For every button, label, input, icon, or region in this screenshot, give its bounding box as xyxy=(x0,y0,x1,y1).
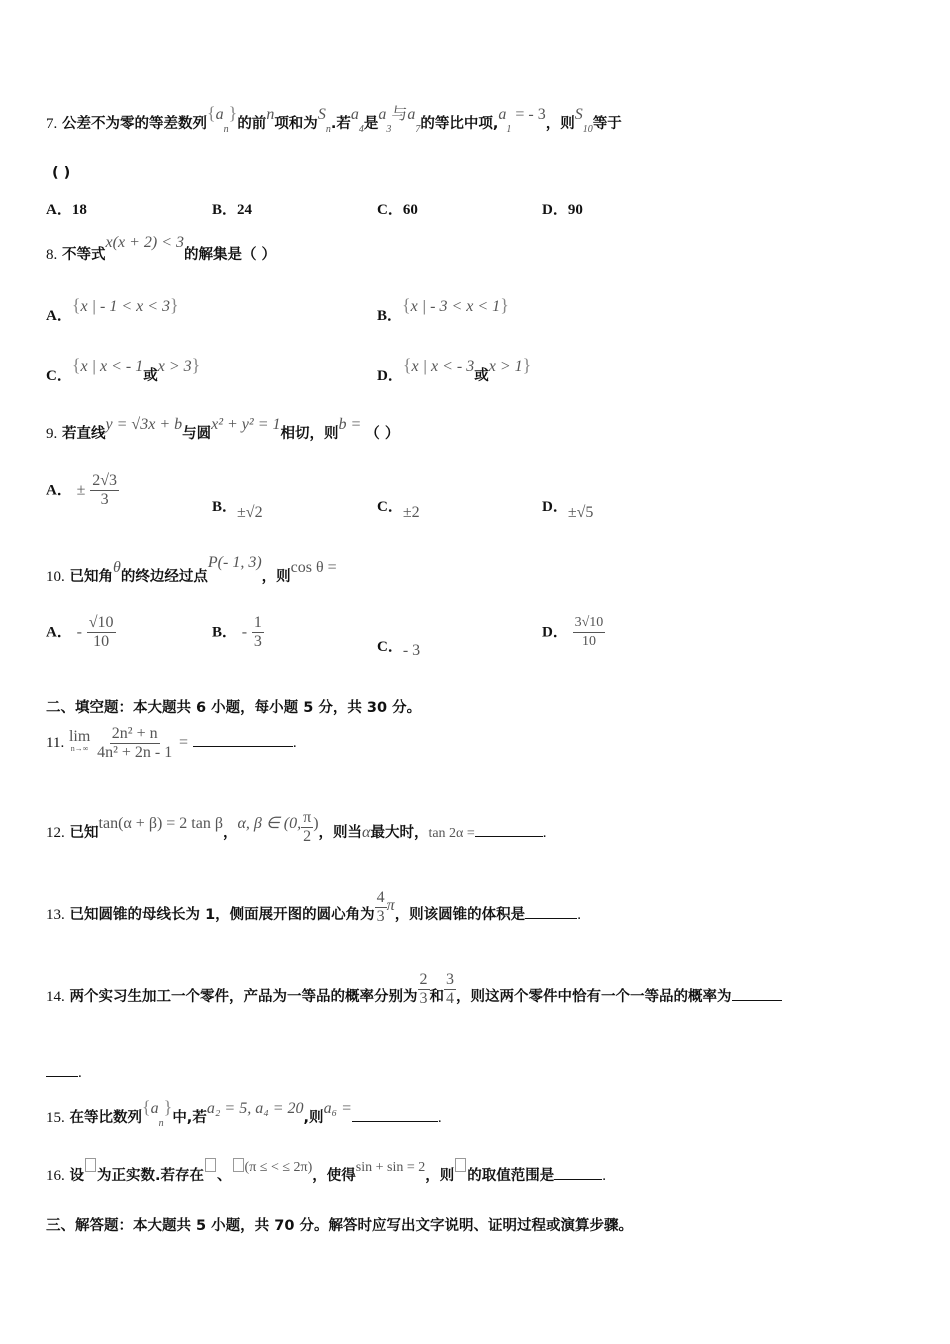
fraction: $\frac{\text{2n² + n}}{\text{4n² + 2n - 1}}$ xyxy=(97,724,173,761)
fraction: $\frac{3√10}{10}$ xyxy=(574,615,604,649)
fraction: $\frac{2}{3}$ xyxy=(419,970,428,1007)
question-9: 9. 若直线y = √3x + b与圆x² + y² = 1相切，则b = （ ） xyxy=(46,416,400,442)
answer-blank[interactable] xyxy=(475,822,543,837)
option-a: A． ± $\frac{2√3}{3}$ xyxy=(46,472,117,508)
option-b: B．24 xyxy=(212,202,253,218)
fraction: $\frac{4}{3}$ xyxy=(376,888,385,925)
fraction: $\frac{\pi}{2}$ xyxy=(303,808,312,845)
question-number: 16. xyxy=(46,1168,65,1184)
question-number: 9. xyxy=(46,426,58,442)
fraction: $\frac{1}{3}$ xyxy=(253,614,262,650)
answer-blank[interactable] xyxy=(46,1062,78,1077)
option-a: A．18 xyxy=(46,202,87,218)
option-b: B．±√2 xyxy=(212,499,263,521)
question-number: 8. xyxy=(46,247,58,263)
answer-blank[interactable] xyxy=(193,732,293,747)
question-12: 12. 已知tan(α + β) = 2 tan β，α, β ∈ (0, $\frac{\pi}{2}$ )，则当α最大时，tan 2α = . xyxy=(46,808,547,845)
missing-symbol xyxy=(455,1158,466,1172)
section-heading-answers: 三、解答题：本大题共 5 小题，共 70 分。解答时应写出文字说明、证明过程或演算步骤。 xyxy=(46,1218,633,1234)
question-15: 15. 在等比数列$\{a_n\}$中,若a₂ = 5, a₄ = 20,则a₆ =. xyxy=(46,1097,442,1129)
fraction: $\frac{2√3}{3}$ xyxy=(92,472,117,508)
option-d: D．±√5 xyxy=(542,499,594,521)
option-d: D． $\frac{3√10}{10}$ xyxy=(542,615,604,649)
question-13: 13. 已知圆锥的母线长为 1，侧面展开图的圆心角为 $\frac{4}{3}$ π，则该圆锥的体积是 . xyxy=(46,888,581,925)
option-c: C．{x | x < - 1或x > 3} xyxy=(46,355,201,384)
missing-symbol xyxy=(233,1158,244,1172)
section-heading-fill-in: 二、填空题：本大题共 6 小题，每小题 5 分，共 30 分。 xyxy=(46,700,422,716)
question-number: 13. xyxy=(46,907,65,923)
fraction: $\frac{3}{4}$ xyxy=(446,970,455,1007)
question-number: 7. xyxy=(46,116,58,132)
question-number: 12. xyxy=(46,825,65,841)
question-14: 14. 两个实习生加工一个零件，产品为一等品的概率分别为 $\frac{2}{3}$ 和 $\frac{3}{4}$ ，则这两个零件中恰有一个一等品的概率为 xyxy=(46,972,782,1021)
answer-blank[interactable] xyxy=(352,1107,438,1122)
question-7: 7. 公差不为零的等差数列$\{a_n\}$的前n项和为$S_n$.若$a_4$是$a_3$与$a_7$的等比中项$,a_1$ = - 3，则$S_{10}$等于 xyxy=(46,103,622,135)
option-d: D．90 xyxy=(542,202,583,218)
answer-paren: ( ) xyxy=(52,165,71,181)
question-number: 15. xyxy=(46,1110,65,1126)
question-8: 8. 不等式x(x + 2) < 3的解集是（ ） xyxy=(46,234,277,263)
question-14-continuation: . xyxy=(46,1062,82,1083)
question-11: 11. lim n→∞ $\frac{\text{2n² + n}}{\text{4n² + 2n - 1}}$ = . xyxy=(46,724,297,761)
question-10: 10. 已知角θ的终边经过点P(- 1, 3)，则cos θ = xyxy=(46,554,337,585)
question-16: 16. 设 为正实数.若存在 、(π ≤ < ≤ 2π)，使得sin + sin = 2，则 的取值范围是 . xyxy=(46,1160,606,1184)
fraction: $\frac{√10}{10}$ xyxy=(88,614,114,650)
question-number: 11. xyxy=(46,735,65,751)
option-b: B． - $\frac{1}{3}$ xyxy=(212,614,262,650)
missing-symbol xyxy=(205,1158,216,1172)
answer-blank[interactable] xyxy=(554,1165,602,1180)
answer-blank[interactable] xyxy=(732,986,782,1001)
option-b: B．{x | - 3 < x < 1} xyxy=(377,295,509,324)
option-c: C．- 3 xyxy=(377,639,421,659)
option-c: C．60 xyxy=(377,202,418,218)
option-c: C．±2 xyxy=(377,499,420,521)
option-d: D．{x | x < - 3或x > 1} xyxy=(377,355,532,384)
missing-symbol xyxy=(85,1158,96,1172)
option-a: A．{x | - 1 < x < 3} xyxy=(46,295,179,324)
question-number: 14. xyxy=(46,989,65,1005)
answer-blank[interactable] xyxy=(525,904,577,919)
question-number: 10. xyxy=(46,569,65,585)
option-a: A． - $\frac{√10}{10}$ xyxy=(46,614,114,650)
